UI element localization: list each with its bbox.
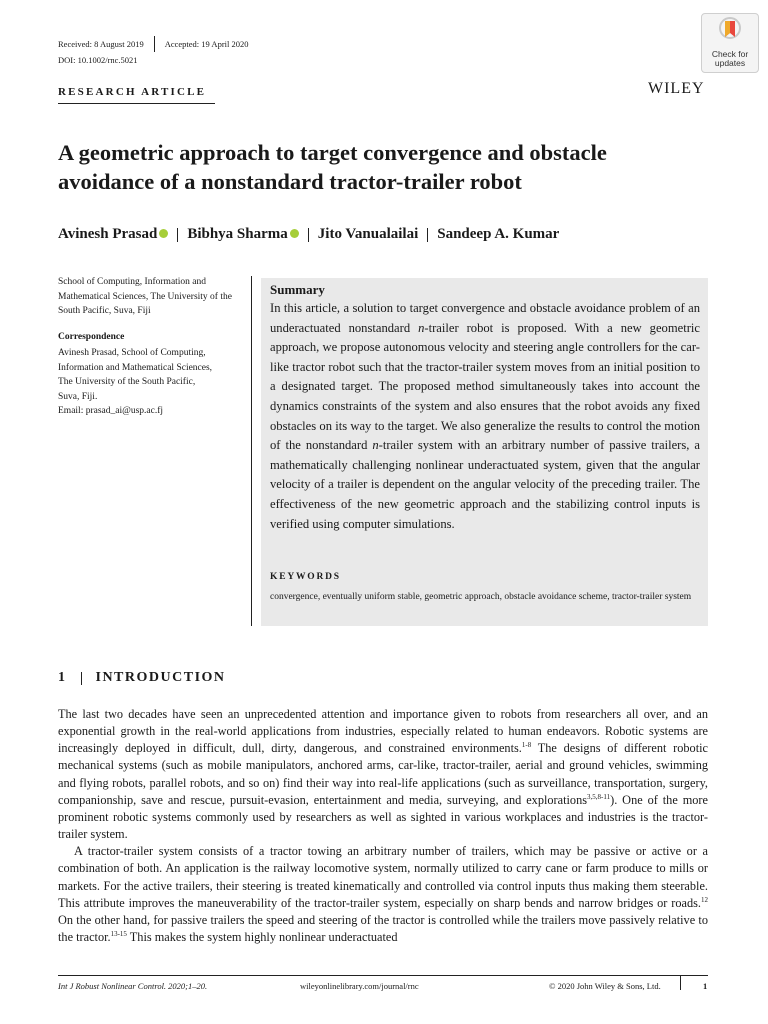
received-date: Received: 8 August 2019 [58, 39, 144, 49]
journal-url[interactable]: wileyonlinelibrary.com/journal/rnc [300, 981, 419, 991]
affiliation: School of Computing, Information and Mathematical Sciences, The University of the South Pacific, Suva, Fiji [58, 277, 232, 316]
citation[interactable]: 3,5,8-11 [587, 792, 611, 801]
section-heading [58, 670, 226, 686]
citation[interactable]: 1-8 [521, 741, 532, 750]
paragraph: The last two decades have seen an unprecedented attention and importance given to robots from researchers all over, and an exponential growth in the real-world applications from industries, especially related to human endeavors. Robotic systems are increasingly deployed in difficult, dull, dirty, dangerous, and constrained environments.$^{1-8}$ The designs of different robotic mechanical systems (such as mobile manipulators, anchored arms, car-like, tractor-trailer, aerial and ground vehicles, swimming and flying robots, parallel robots, and so on) find their way into real-life applications (such as surveillance, transportation, surgery, companionship, save and rescue, pursuit-evasion, entertainment and media, surveying, and explorations$^{3,5,8-11}$). One of the more prominent robotic systems commonly used by researchers as well as sighted in various workplaces and industries is the tractor-trailer system. [58, 707, 708, 842]
section-title: INTRODUCTION [95, 670, 226, 685]
copyright: © 2020 John Wiley & Sons, Ltd. [549, 981, 661, 991]
correspondence-line: Information and Mathematical Sciences, [58, 362, 213, 373]
paragraph: A tractor-trailer system consists of a tractor towing an arbitrary number of trailers, which may be passive or active or a combination of both. An application is the railway locomotive system, normally utilized to carry cane or farm produce to mills or markets. For the active trailers, their steering is treated kinematically and controlled via control inputs thus making them steerable. This attribute improves the maneuverability of the tractor-trailer system, especially on sharp bends and narrow bridges or roads.$^{12}$ On the other hand, for passive trailers the speed and steering of the tractor is controlled while the trailers move passively relative to the tractor.$^{13-15}$ This makes the system highly nonlinear underactuated [58, 844, 708, 945]
doi[interactable]: DOI: 10.1002/rnc.5021 [58, 55, 138, 65]
correspondence-line: The University of the South Pacific, [58, 377, 196, 387]
article-type: RESEARCH ARTICLE [58, 86, 207, 98]
correspondence-email[interactable]: Email: prasad_ai@usp.ac.fj [58, 406, 164, 416]
correspondence-heading: Correspondence [58, 332, 125, 342]
badge-label-2: updates [714, 58, 746, 68]
bookmark-ribbon-icon [718, 17, 742, 43]
divider [427, 228, 428, 242]
correspondence-line: Avinesh Prasad, School of Computing, [58, 348, 206, 358]
citation[interactable]: 13-15 [110, 929, 127, 938]
badge-label-1: Check for [711, 49, 749, 59]
author-name[interactable]: Sandeep A. Kumar [437, 226, 560, 242]
divider [81, 672, 82, 685]
divider [154, 36, 155, 52]
page-number: 1 [703, 981, 708, 991]
check-for-updates-button[interactable] [701, 13, 759, 73]
author-name[interactable]: Avinesh Prasad [58, 226, 158, 242]
dates-line [58, 36, 249, 52]
summary-heading: Summary [270, 282, 325, 297]
correspondence-line: Suva, Fiji. [58, 391, 98, 402]
author-name[interactable]: Jito Vanualailai [317, 226, 419, 242]
journal-citation: Int J Robust Nonlinear Control. 2020;1–20. [58, 981, 208, 991]
accepted-date: Accepted: 19 April 2020 [164, 39, 249, 49]
article-type-underline [58, 103, 215, 104]
divider [680, 976, 681, 990]
orcid-icon[interactable] [159, 229, 168, 238]
introduction-body [58, 706, 708, 946]
citation[interactable]: 12 [701, 895, 708, 904]
footer-rule [58, 975, 708, 976]
orcid-icon[interactable] [290, 229, 299, 238]
publisher-logo: WILEY [648, 80, 705, 97]
author-name[interactable]: Bibhya Sharma [187, 226, 288, 242]
column-divider [251, 276, 252, 626]
correspondence-details [58, 346, 248, 419]
section-number: 1 [58, 670, 67, 685]
author-list [58, 226, 559, 243]
summary-text: In this article, a solution to target convergence and obstacle avoidance problem of an underactuated nonstandard n-trailer robot is proposed. With a new geometric approach, we propose autonomous velocity and steering angle controllers for the car-like tractor robot such that the tractor-trailer system moves from an initial position to a designated target. The proposed method simultaneously takes into account the dynamics constraints of the system and also ensures that the robot avoids any fixed obstacles on its way to the target. We also generalize the results to control the motion of the nonstandard n-trailer system with an arbitrary number of passive trailers, a mathematically challenging nonlinear underactuated system, given that the angular velocity of a trailer is dependent on the angular velocity of the preceding trailer. The effectiveness of the new geometric approach and the stabilizing control inputs is verified using computer simulations. [270, 301, 700, 531]
divider [177, 228, 178, 242]
keywords-heading: KEYWORDS [270, 572, 341, 582]
article-title: A geometric approach to target convergence and obstacle avoidance of a nonstandard tractor-trailer robot [58, 140, 607, 194]
keywords-list: convergence, eventually uniform stable, geometric approach, obstacle avoidance scheme, tractor-trailer system [270, 592, 692, 602]
divider [308, 228, 309, 242]
